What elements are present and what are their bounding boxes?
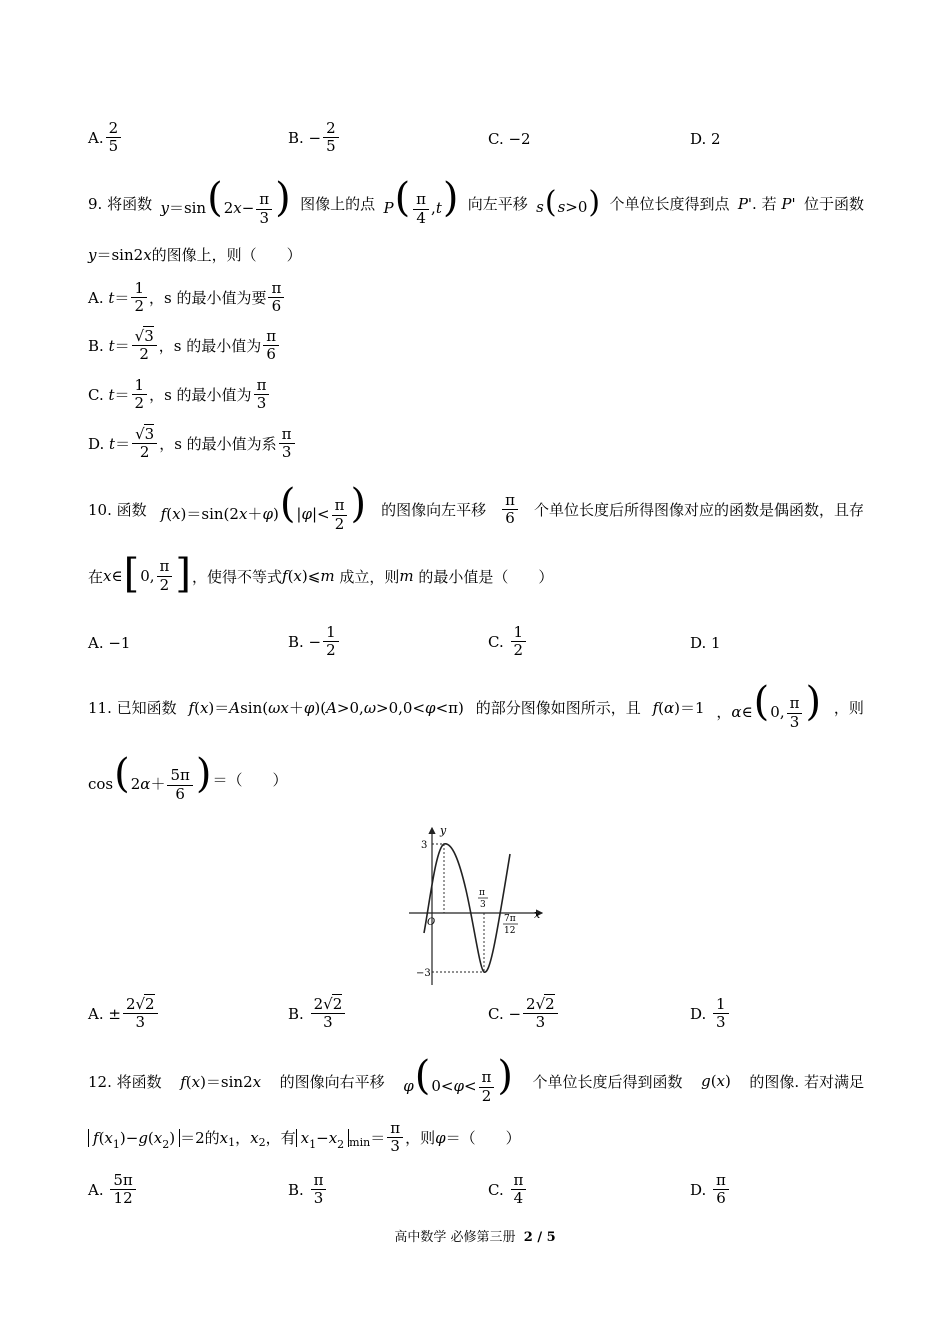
sine-curve <box>424 844 510 972</box>
q9-option-c: C. t ＝ $\frac{1}{2}$ ，s 的最小值为 $\frac{\pi}{3}$ <box>88 377 271 413</box>
y-min-label: −3 <box>416 968 431 979</box>
q8-option-b: B. − $\frac{2}{5}$ <box>288 120 341 156</box>
q9-option-a: A. t ＝ $\frac{1}{2}$ ，s 的最小值为要 $\frac{\pi}{6}$ <box>88 280 286 316</box>
y-max-label: 3 <box>421 840 428 851</box>
q10-stem-line1: 10. 函数 f(x)＝sin(2x＋φ)(|φ|< $\frac{\pi}{2}$ ) 的图像向左平移 $\frac{\pi}{6}$ 个单位长度后所得图像对应的函数是偶函数，且存 <box>88 481 864 533</box>
q9-option-b: B. t ＝ $\frac{√3}{2}$ ，s 的最小值为 $\frac{\pi}{6}$ <box>88 328 281 364</box>
q12-option-b: B. $\frac{\pi}{3}$ <box>288 1172 328 1208</box>
footer-subject: 高中数学 必修第三册 <box>394 1230 516 1245</box>
tick-7pi-12-num: 7π <box>504 914 516 924</box>
q12-option-a: A. $\frac{5\pi}{12}$ <box>88 1172 138 1208</box>
q12-stem-line2: $f(x_1)-g(x_2)$ ＝2 的 x 1 ， x 2 ，有 $x_1-x_2$ min ＝ $\frac{\pi}{3}$ ，则 φ ＝ （ ） <box>88 1120 521 1156</box>
q8-option-d: D. 2 <box>690 130 721 148</box>
q8-option-c: C. −2 <box>488 130 531 148</box>
q10-option-b: B. − $\frac{1}{2}$ <box>288 624 341 660</box>
q11-function-graph <box>404 820 554 990</box>
fraction: $\frac{2}{5}$ <box>323 120 339 156</box>
q8-option-a: A. $\frac{2}{5}$ <box>88 120 123 156</box>
q12-option-c: C. $\frac{\pi}{4}$ <box>488 1172 528 1208</box>
tick-7pi-12-den: 12 <box>504 926 516 936</box>
origin-label: O <box>427 917 436 928</box>
q9-option-d: D. t ＝ $\frac{√3}{2}$ ，s 的最小值为系 $\frac{\pi}{3}$ <box>88 426 297 462</box>
q9-stem-line2: y＝sin2x 的图像上，则（ ） <box>88 246 302 264</box>
tick-pi-3-num: π <box>479 888 485 898</box>
q10-option-c: C. $\frac{1}{2}$ <box>488 624 528 660</box>
x-axis-label: x <box>534 908 541 921</box>
q11-option-c: C. − $\frac{2√2}{3}$ <box>488 996 560 1032</box>
q9-stem-line1: 9. 将函数 y＝sin(2x− $\frac{\pi}{3}$ ) 图像上的点 P( $\frac{\pi}{4}$ ,t) 向左平移 s(s>0) 个单位长度得到点 P'. 若 P' 位于函数 <box>88 175 864 227</box>
tick-pi-3-den: 3 <box>480 900 486 910</box>
q11-option-a: A. ± $\frac{2√2}{3}$ <box>88 996 160 1032</box>
q12-option-d: D. $\frac{\pi}{6}$ <box>690 1172 731 1208</box>
footer-page-number: 2 / 5 <box>523 1230 556 1245</box>
q10-stem-line2: 在 x ∈ [ 0, $\frac{\pi}{2}$ ] ，使得不等式 f ( x )⩽ m 成立，则 m 的最小值是（ ） <box>88 551 554 597</box>
q11-stem-line2: cos(2α＋ $\frac{5\pi}{6}$ ) ＝（ ） <box>88 751 288 803</box>
fraction: $\frac{2}{5}$ <box>106 120 122 156</box>
page-footer <box>0 1226 950 1245</box>
q10-option-a: A. −1 <box>88 634 131 652</box>
q11-option-d: D. $\frac{1}{3}$ <box>690 996 731 1032</box>
q10-option-d: D. 1 <box>690 634 721 652</box>
q12-stem-line1: 12. 将函数 f(x)＝sin2x 的图像向右平移 φ(0<φ< $\frac{\pi}{2}$ ) 个单位长度后得到函数 g(x) 的图像. 若对满足 <box>88 1053 864 1105</box>
q11-stem-line1: 11. 已知函数 f(x)＝Asin(ωx＋φ)(A>0,ω>0,0<φ<π) 的部分图像如图所示，且 f(α)＝1 ，α∈(0, $\frac{\pi}{3}$ ) ，则 <box>88 679 864 731</box>
y-axis-label: y <box>440 824 447 837</box>
q11-option-b: B. $\frac{2√2}{3}$ <box>288 996 347 1032</box>
